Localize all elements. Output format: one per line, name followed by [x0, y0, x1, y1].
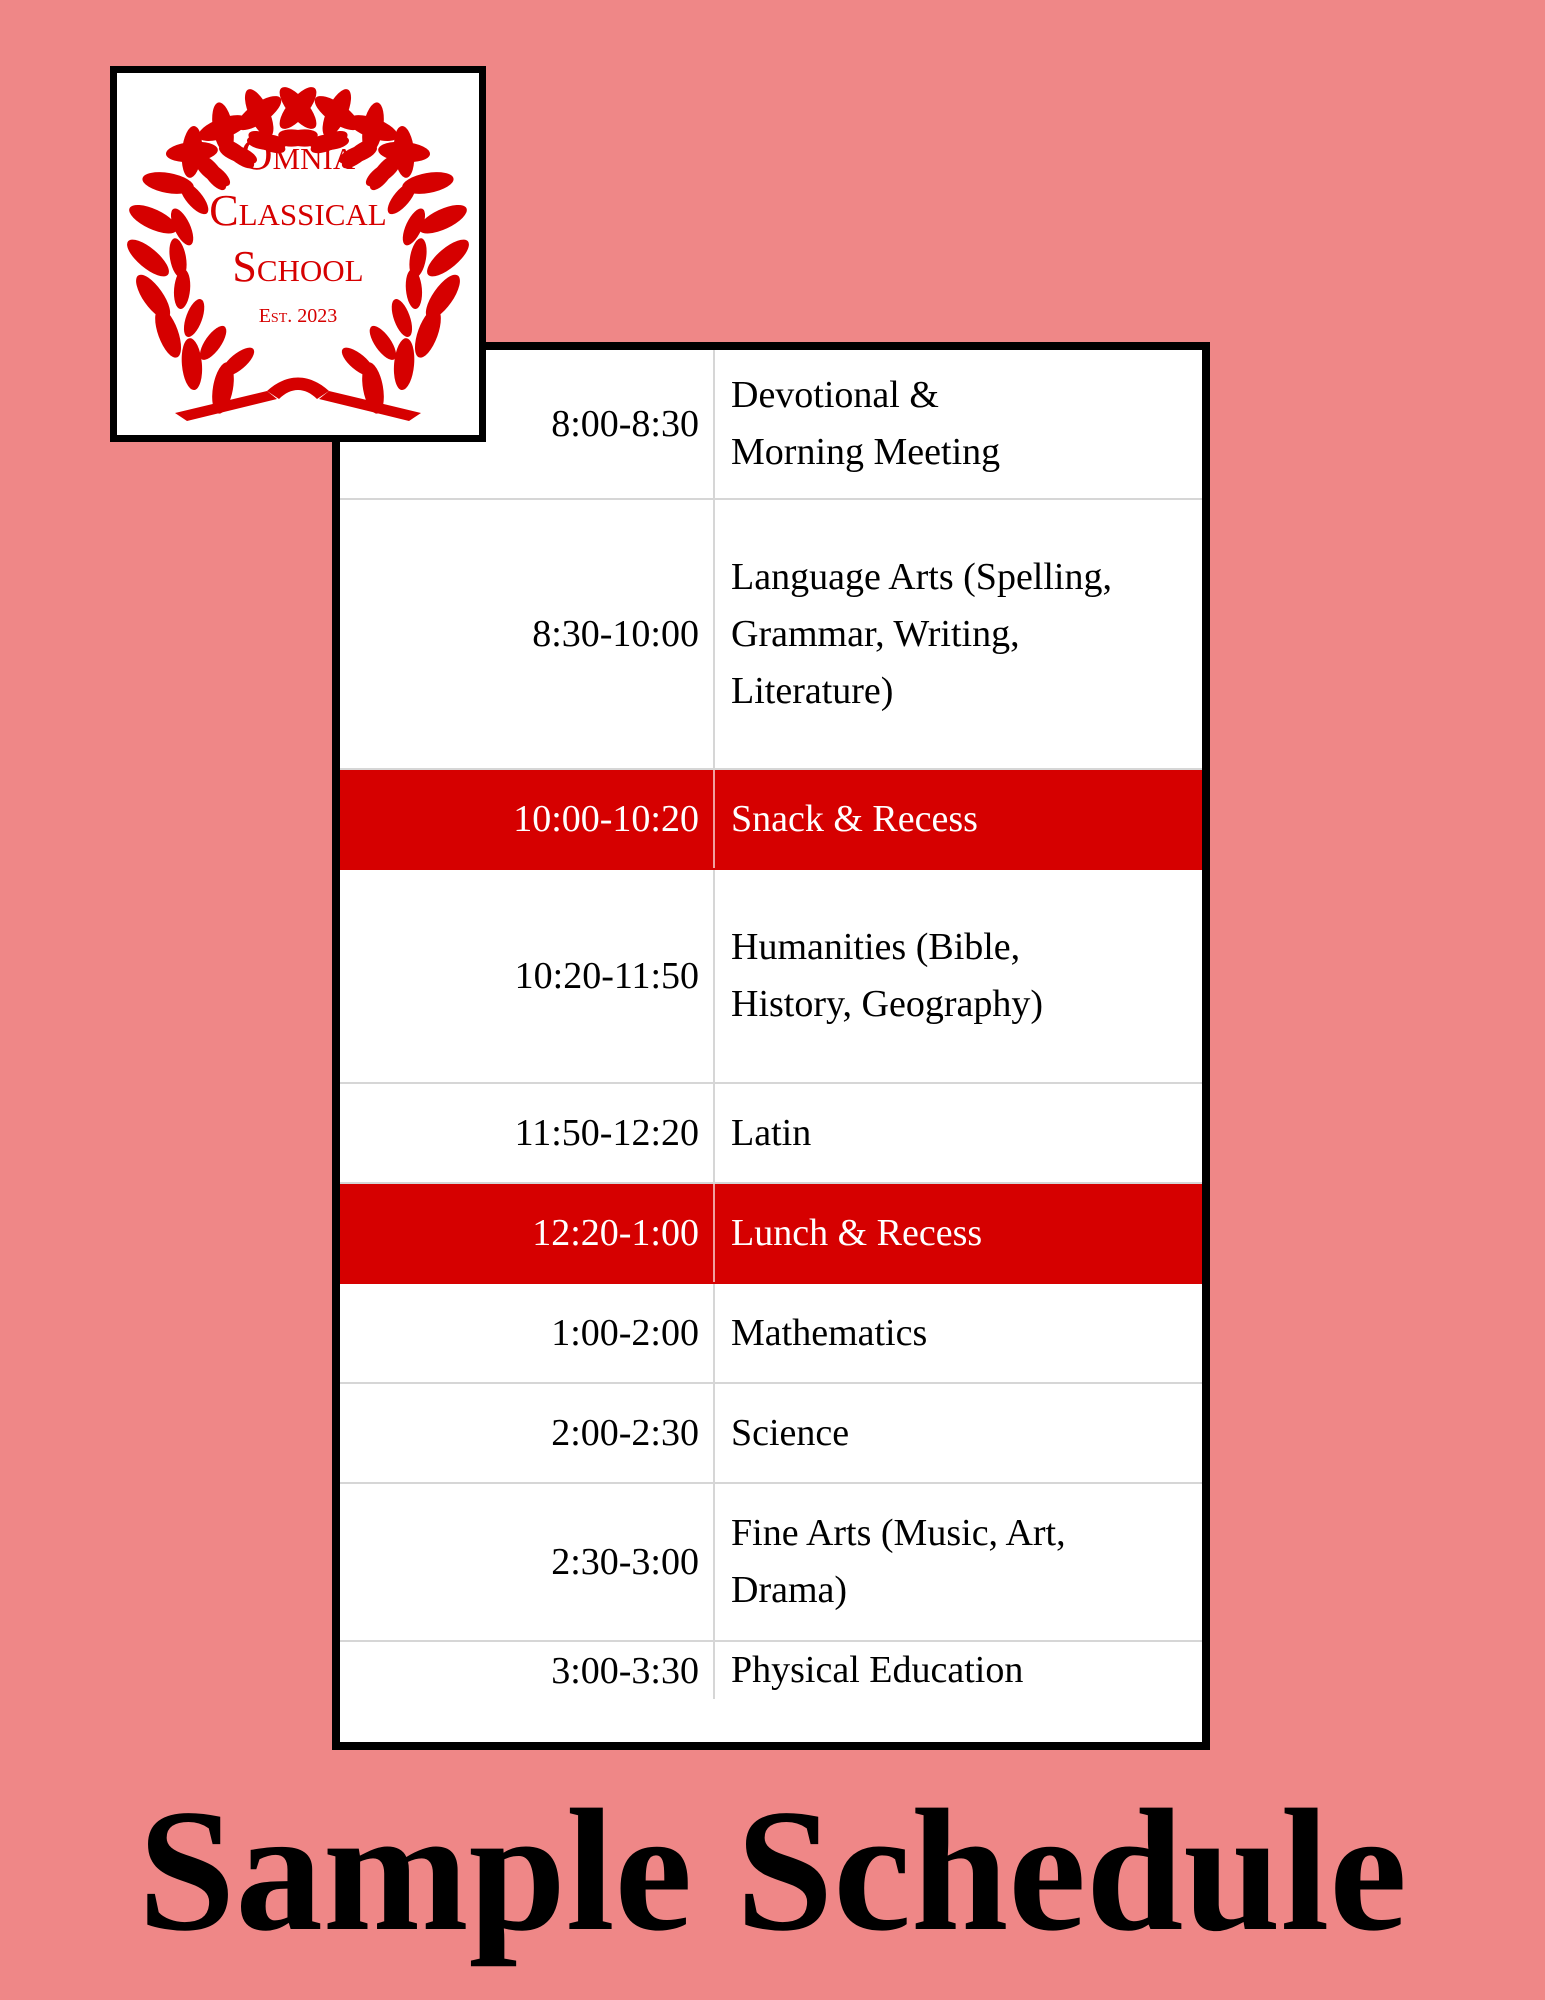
laurel-leaf — [180, 337, 204, 391]
row-time: 8:30-10:00 — [340, 500, 715, 768]
schedule-row-break — [340, 770, 1202, 870]
schedule-table — [332, 342, 1210, 1750]
schedule-row — [340, 1642, 1202, 1699]
row-activity: Science — [731, 1411, 850, 1454]
row-time: 11:50-12:20 — [340, 1084, 715, 1182]
row-time: 8:00-8:30 — [340, 350, 715, 498]
logo-established: Est. 2023 — [258, 305, 338, 327]
laurel-leaf — [365, 322, 401, 364]
row-activity: Mathematics — [731, 1311, 928, 1354]
row-activity: Snack & Recess — [731, 797, 978, 840]
row-time: 10:20-11:50 — [340, 870, 715, 1082]
logo-line-2: Classical — [209, 186, 387, 235]
row-time: 12:20-1:00 — [340, 1184, 715, 1282]
row-time: 1:00-2:00 — [340, 1284, 715, 1382]
laurel-leaf — [195, 322, 231, 364]
row-activity: Physical Education — [731, 1649, 1024, 1691]
row-activity: Devotional & Morning Meeting — [731, 374, 1001, 473]
schedule-row — [340, 1484, 1202, 1642]
row-activity: Language Arts (Spelling, Grammar, Writing, Literature) — [731, 555, 1112, 712]
laurel-leaf — [218, 343, 259, 381]
row-time: 2:00-2:30 — [340, 1384, 715, 1482]
row-activity: Lunch & Recess — [731, 1211, 983, 1254]
row-time: 2:30-3:00 — [340, 1484, 715, 1640]
schedule-row-break — [340, 1184, 1202, 1284]
schedule-row — [340, 1084, 1202, 1184]
laurel-leaf — [392, 337, 416, 391]
row-activity: Humanities (Bible, History, Geography) — [731, 926, 1044, 1025]
logo-line-3: School — [232, 242, 364, 291]
schedule-row — [340, 500, 1202, 770]
schedule-row — [340, 870, 1202, 1084]
page-title: Sample Schedule — [138, 1773, 1407, 1967]
logo-line-1: Omnia — [240, 130, 356, 179]
row-time: 3:00-3:30 — [340, 1642, 715, 1699]
row-activity: Fine Arts (Music, Art, Drama) — [731, 1512, 1066, 1611]
row-activity: Latin — [731, 1111, 812, 1154]
row-time: 10:00-10:20 — [340, 770, 715, 868]
laurel-leaf — [338, 343, 379, 381]
schedule-row — [340, 1384, 1202, 1484]
schedule-row — [340, 1284, 1202, 1384]
school-logo — [110, 66, 486, 442]
